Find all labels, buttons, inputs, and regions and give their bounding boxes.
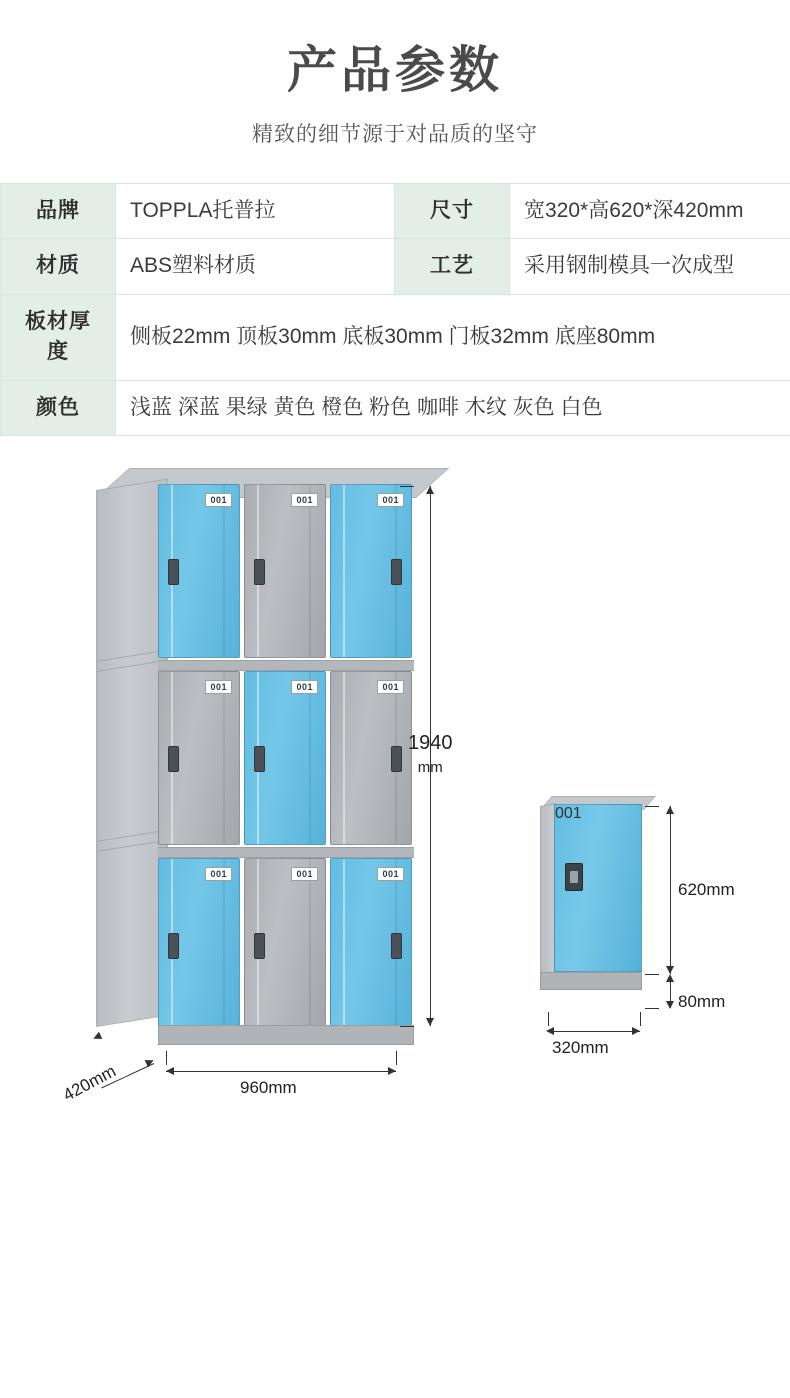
locker-door[interactable] (330, 484, 412, 658)
spec-value-thickness: 侧板22mm 顶板30mm 底板30mm 门板32mm 底座80mm (116, 294, 790, 380)
bank-door-grid (158, 484, 414, 1025)
spec-value-process: 采用钢制模具一次成型 (510, 239, 790, 294)
spec-label-brand: 品牌 (1, 184, 116, 239)
locker-door[interactable] (244, 858, 326, 1032)
bank-height-value: 1940 (408, 732, 453, 754)
shelf-divider (158, 660, 414, 671)
locker-door[interactable] (244, 671, 326, 845)
door-handle-icon[interactable] (168, 559, 179, 585)
door-handle-icon[interactable] (391, 746, 402, 772)
single-base (540, 972, 642, 990)
table-row (1, 294, 790, 380)
bank-height-unit: mm (418, 759, 443, 776)
spec-label-color: 颜色 (1, 380, 116, 435)
table-row (1, 184, 790, 239)
locker-door[interactable] (330, 858, 412, 1032)
spec-label-size: 尺寸 (395, 184, 510, 239)
page-subtitle: 精致的细节源于对品质的坚守 (0, 118, 790, 148)
spec-value-color: 浅蓝 深蓝 果绿 黄色 橙色 粉色 咖啡 木纹 灰色 白色 (116, 380, 790, 435)
door-number-tag: 001 (205, 867, 232, 881)
single-base-value: 80mm (678, 992, 725, 1012)
locker-door[interactable] (330, 671, 412, 845)
single-locker (540, 796, 644, 1011)
locker-bank-3x3 (96, 468, 416, 1033)
spec-value-brand: TOPPLA托普拉 (116, 184, 395, 239)
locker-door[interactable] (158, 484, 240, 658)
door-number-tag: 001 (291, 680, 318, 694)
shelf-divider (158, 847, 414, 858)
door-number-tag: 001 (205, 680, 232, 694)
lock-icon[interactable] (565, 863, 583, 891)
door-handle-icon[interactable] (168, 746, 179, 772)
spec-value-size: 宽320*高620*深420mm (510, 184, 790, 239)
door-number-tag: 001 (291, 493, 318, 507)
door-number-tag: 001 (377, 680, 404, 694)
table-row (1, 239, 790, 294)
bank-width-value: 960mm (240, 1078, 297, 1098)
door-handle-icon[interactable] (168, 933, 179, 959)
door-number-tag: 001 (291, 867, 318, 881)
locker-door[interactable] (158, 671, 240, 845)
single-height-value: 620mm (678, 880, 735, 900)
single-width-value: 320mm (552, 1038, 609, 1058)
spec-table (0, 183, 790, 436)
spec-label-process: 工艺 (395, 239, 510, 294)
page-title: 产品参数 (0, 40, 790, 100)
door-number-tag: 001 (555, 805, 641, 823)
door-handle-icon[interactable] (391, 933, 402, 959)
spec-label-material: 材质 (1, 239, 116, 294)
door-handle-icon[interactable] (254, 746, 265, 772)
page-header (0, 40, 790, 148)
table-row (1, 380, 790, 435)
spec-label-thickness: 板材厚度 (1, 294, 116, 380)
bank-depth-value: 420mm (60, 1062, 119, 1106)
door-number-tag: 001 (377, 867, 404, 881)
locker-door[interactable] (554, 804, 642, 972)
locker-door[interactable] (244, 484, 326, 658)
door-handle-icon[interactable] (391, 559, 402, 585)
door-handle-icon[interactable] (254, 933, 265, 959)
door-number-tag: 001 (205, 493, 232, 507)
door-handle-icon[interactable] (254, 559, 265, 585)
bank-base (158, 1025, 414, 1045)
product-illustration (0, 456, 790, 1156)
spec-value-material: ABS塑料材质 (116, 239, 395, 294)
door-number-tag: 001 (377, 493, 404, 507)
locker-door[interactable] (158, 858, 240, 1032)
